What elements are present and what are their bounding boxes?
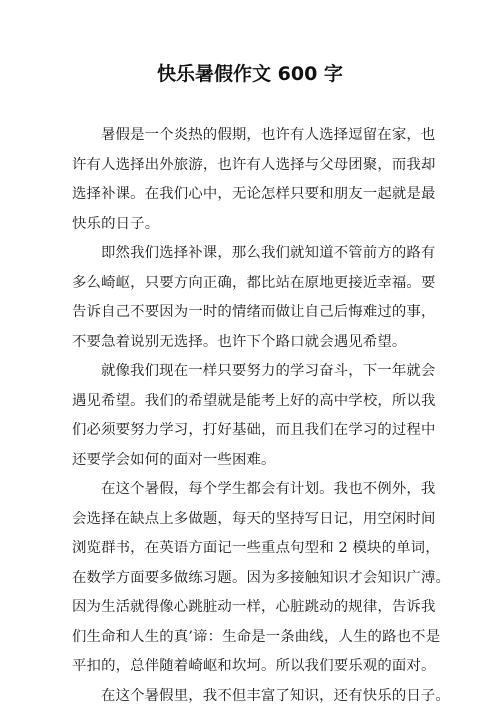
text-line: 快乐的日子。 — [72, 210, 444, 240]
text-line: 就像我们现在一样只要努力的学习奋斗，下一年就会 — [72, 357, 444, 387]
text-line: 多么崎岖，只要方向正确，都比站在原地更接近幸福。要 — [72, 269, 444, 299]
paragraph-4 — [72, 475, 444, 682]
paragraph-1 — [72, 121, 444, 239]
text-line: 暑假是一个炎热的假期，也许有人选择逗留在家，也 — [72, 121, 444, 151]
text-line: 们必须要努力学习，打好基础，而且我们在学习的过程中 — [72, 416, 444, 446]
paragraph-3 — [72, 357, 444, 475]
text-line: 平扣的，总伴随着崎岖和坎坷。所以我们要乐观的面对。 — [72, 652, 444, 682]
text-line: 遇见希望。我们的希望就是能考上好的高中学校，所以我 — [72, 387, 444, 417]
paragraph-5 — [72, 682, 444, 711]
text-line: 会选择在缺点上多做题，每天的坚持写日记，用空闲时间 — [72, 505, 444, 535]
paragraph-2 — [72, 239, 444, 357]
text-line: 因为生活就得像心跳脏动一样，心脏跳动的规律，告诉我 — [72, 593, 444, 623]
text-line: 们生命和人生的真’谛：生命是一条曲线，人生的路也不是 — [72, 623, 444, 653]
text-line: 告诉自己不要因为一时的情绪而做让自己后悔难过的事， — [72, 298, 444, 328]
text-line: 在这个暑假，每个学生都会有计划。我也不例外，我 — [72, 475, 444, 505]
text-line: 浏览群书，在英语方面记一些重点句型和 2 模块的单词， — [72, 534, 444, 564]
text-line: 还要学会如何的面对一些困难。 — [72, 446, 444, 476]
text-line: 不要急着说别无选择。也许下个路口就会遇见希望。 — [72, 328, 444, 358]
text-line: 在这个暑假里，我不但丰富了知识，还有快乐的日子。 — [72, 682, 444, 711]
text-line: 许有人选择出外旅游，也许有人选择与父母团聚，而我却 — [72, 151, 444, 181]
document-title: 快乐暑假作文 600 字 — [0, 60, 500, 88]
document-body — [72, 121, 444, 711]
text-line: 选择补课。在我们心中，无论怎样只要和朋友一起就是最 — [72, 180, 444, 210]
text-line: 在数学方面要多做练习题。因为多接触知识才会知识广溥。 — [72, 564, 444, 594]
text-line: 即然我们选择补课，那么我们就知道不管前方的路有 — [72, 239, 444, 269]
